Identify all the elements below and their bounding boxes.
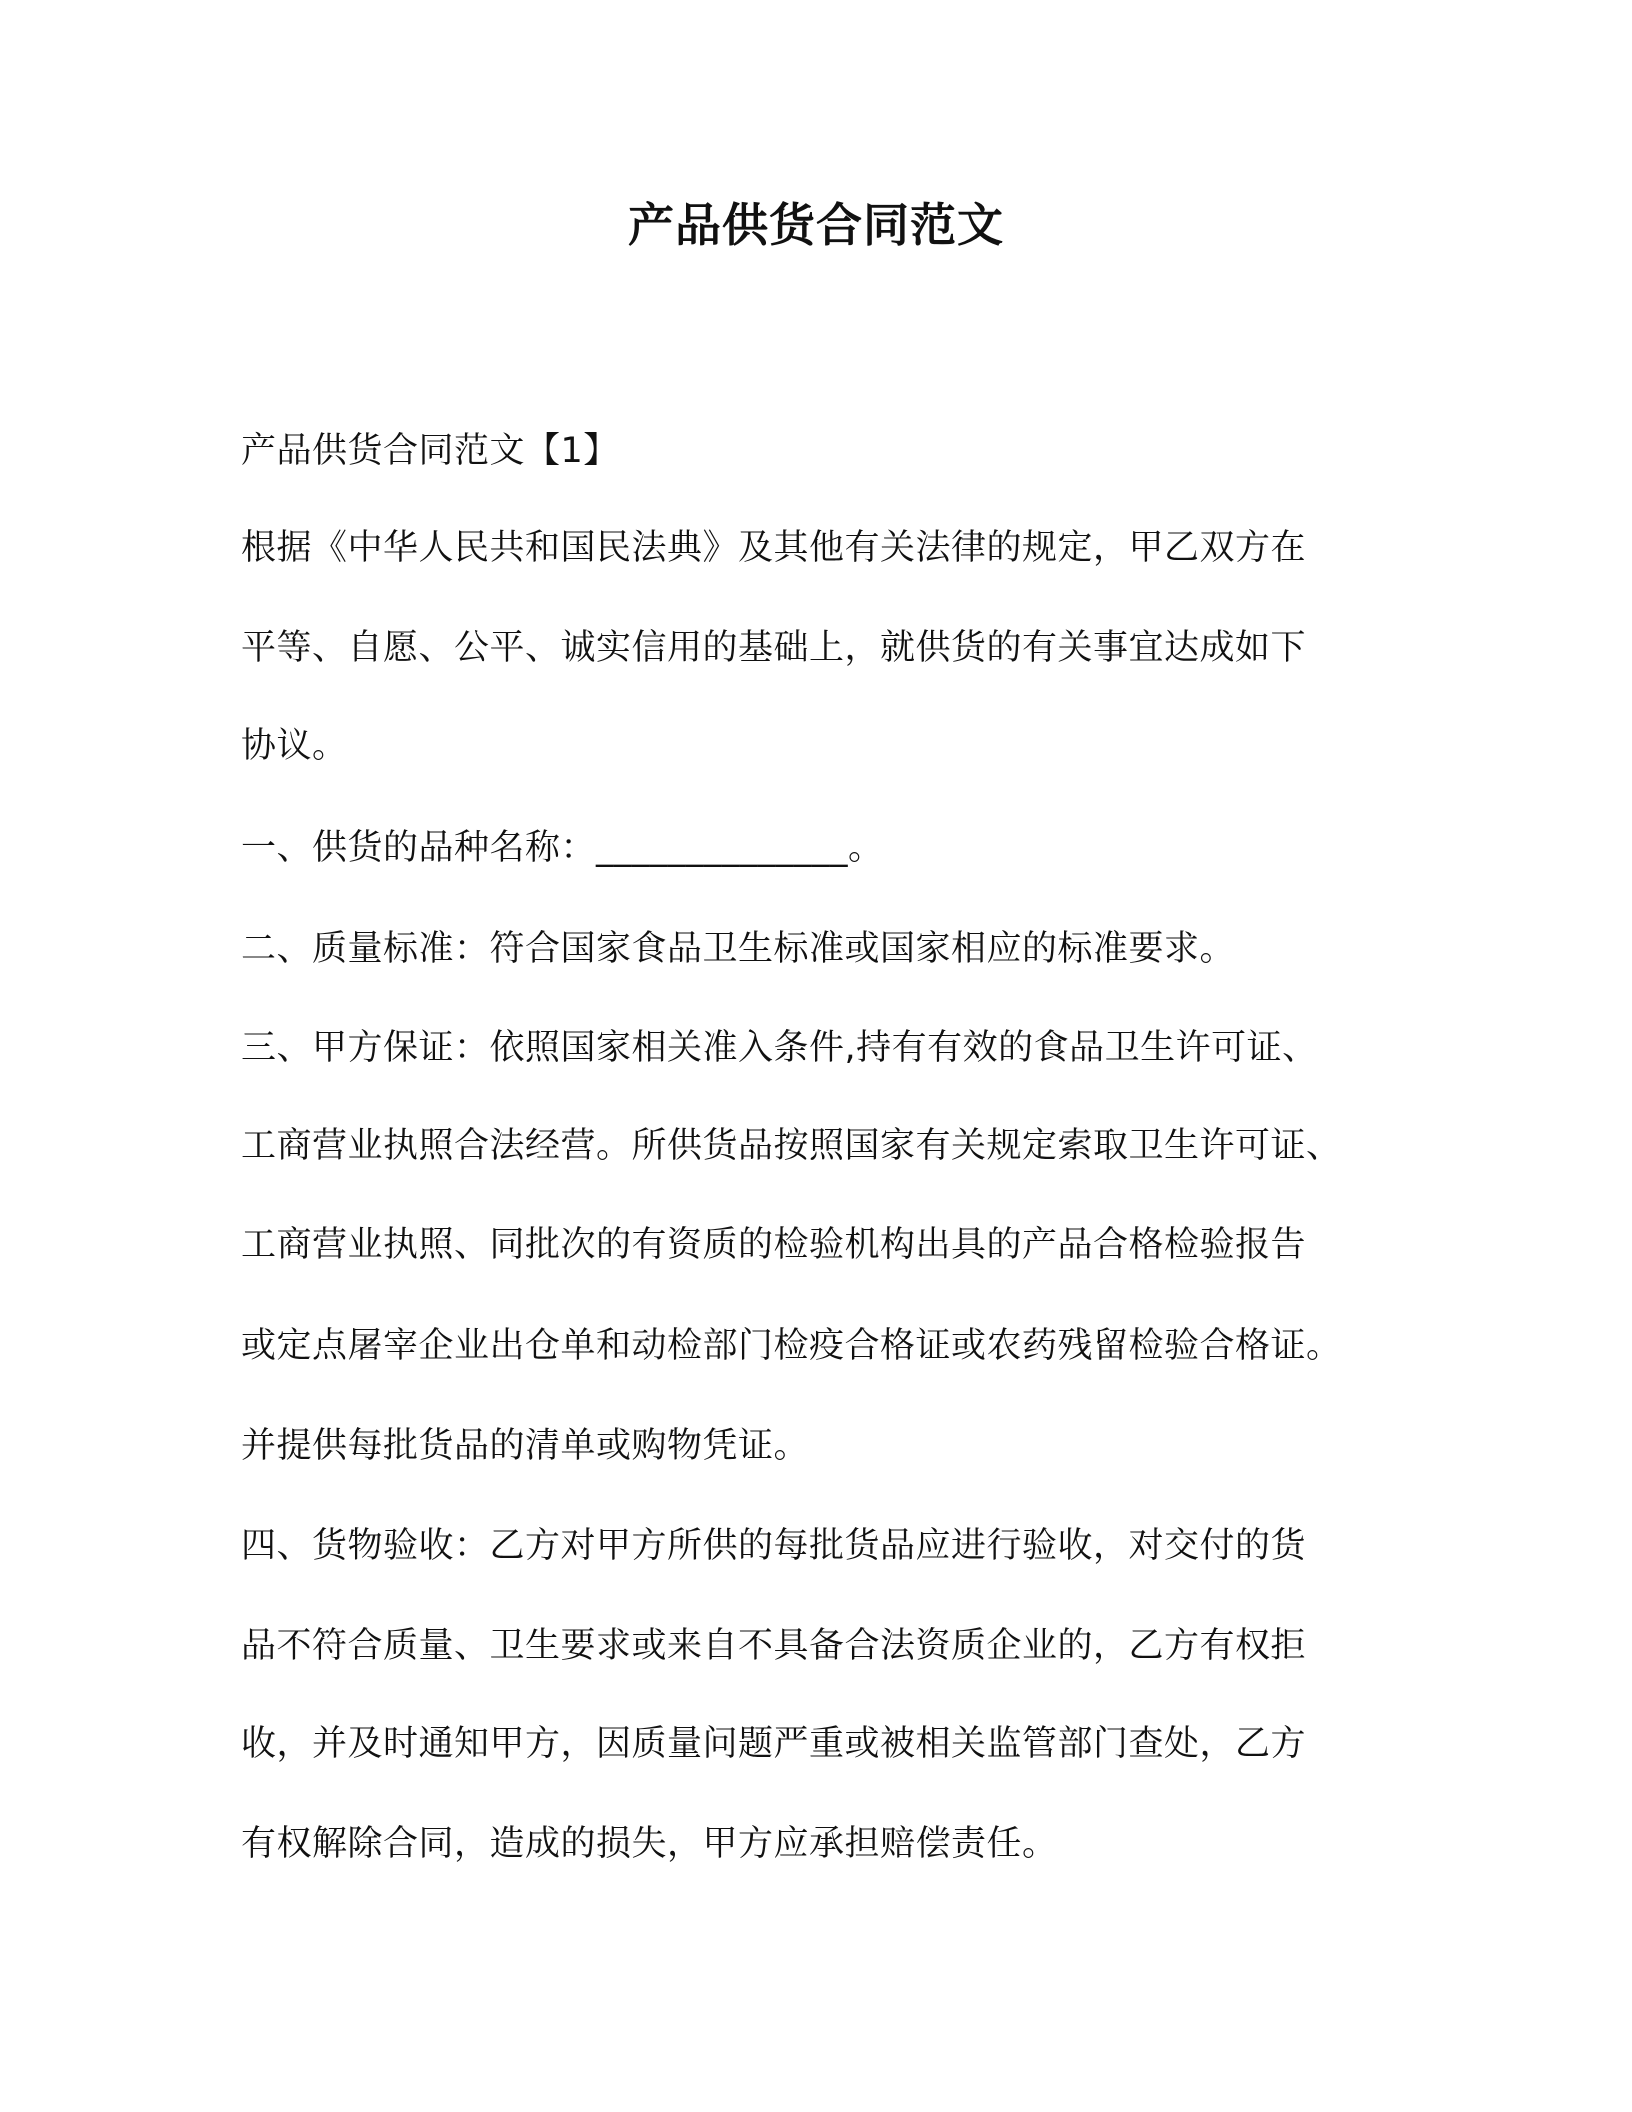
section-heading: 产品供货合同范文【1】: [241, 431, 619, 471]
clause-line: 二、质量标准：符合国家食品卫生标准或国家相应的标准要求。: [241, 929, 1236, 969]
clause-line: 有权解除合同，造成的损失，甲方应承担赔偿责任。: [241, 1824, 1058, 1864]
paragraph-line: 根据《中华人民共和国民法典》及其他有关法律的规定，甲乙双方在: [241, 528, 1307, 568]
clause-line: 三、甲方保证：依照国家相关准入条件,持有有效的食品卫生许可证、: [241, 1028, 1318, 1068]
clause-line: 或定点屠宰企业出仓单和动检部门检疫合格证或农药残留检验合格证。: [241, 1326, 1342, 1366]
clause-line: 工商营业执照合法经营。所供货品按照国家有关规定索取卫生许可证、: [241, 1126, 1342, 1166]
clause-line: 四、货物验收：乙方对甲方所供的每批货品应进行验收，对交付的货: [241, 1526, 1307, 1566]
paragraph-line: 协议。: [241, 726, 348, 766]
clause-line: 品不符合质量、卫生要求或来自不具备合法资质企业的，乙方有权拒: [241, 1626, 1307, 1666]
clause-line: 一、供货的品种名称：______________。: [241, 828, 884, 868]
document-title: 产品供货合同范文: [628, 198, 1004, 252]
paragraph-line: 平等、自愿、公平、诚实信用的基础上，就供货的有关事宜达成如下: [241, 628, 1307, 668]
clause-line: 收，并及时通知甲方，因质量问题严重或被相关监管部门查处，乙方: [241, 1724, 1307, 1764]
clause-line: 并提供每批货品的清单或购物凭证。: [241, 1426, 810, 1466]
clause-line: 工商营业执照、同批次的有资质的检验机构出具的产品合格检验报告: [241, 1225, 1307, 1265]
